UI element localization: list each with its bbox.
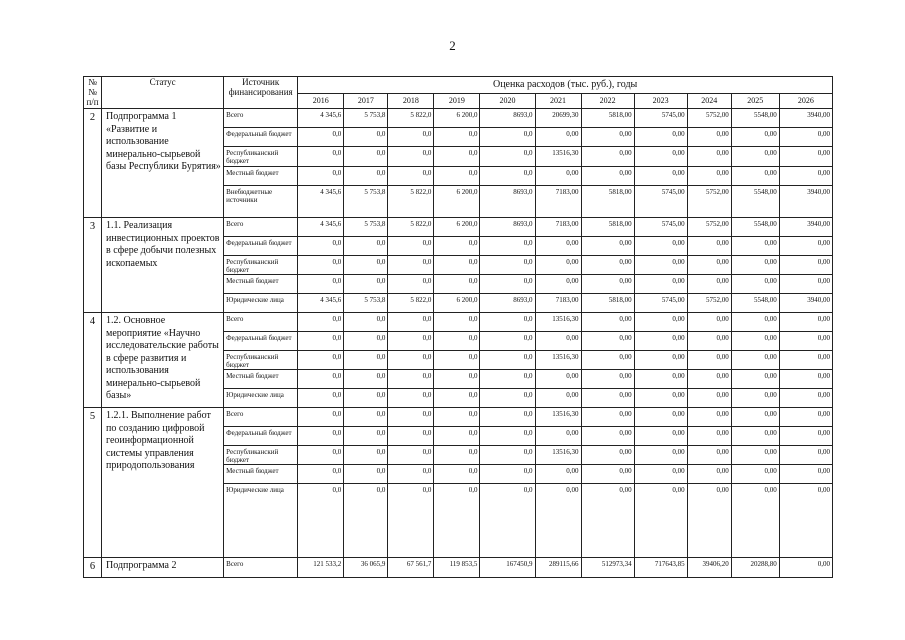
- amount-cell-2025: 0,00: [731, 465, 779, 484]
- amount-cell-2019: 6 200,0: [434, 186, 480, 218]
- amount-cell-2022: 5818,00: [581, 218, 634, 237]
- amount-cell-2018: 0,0: [388, 465, 434, 484]
- year-header-2017: 2017: [344, 94, 388, 109]
- amount-cell-2026: 0,00: [779, 408, 832, 427]
- amount-cell-2023: 0,00: [634, 465, 687, 484]
- amount-cell-2020: 0,0: [480, 465, 535, 484]
- amount-cell-2021: 20699,30: [535, 109, 581, 128]
- amount-cell-2017: 0,0: [344, 408, 388, 427]
- amount-cell-2019: 0,0: [434, 167, 480, 186]
- amount-cell-2018: 5 822,0: [388, 109, 434, 128]
- amount-cell-2025: 0,00: [731, 167, 779, 186]
- amount-cell-2023: 0,00: [634, 351, 687, 370]
- amount-cell-2021: 7183,00: [535, 186, 581, 218]
- amount-cell-2024: 5752,00: [687, 218, 731, 237]
- amount-cell-2026: 0,00: [779, 128, 832, 147]
- amount-cell-2022: 0,00: [581, 128, 634, 147]
- amount-cell-2024: 0,00: [687, 408, 731, 427]
- amount-cell-2018: 0,0: [388, 427, 434, 446]
- amount-cell-2025: 0,00: [731, 370, 779, 389]
- amount-cell-2018: 0,0: [388, 128, 434, 147]
- amount-cell-2023: 0,00: [634, 313, 687, 332]
- amount-cell-2019: 0,0: [434, 275, 480, 294]
- amount-cell-2022: 0,00: [581, 147, 634, 167]
- amount-cell-2018: 67 561,7: [388, 558, 434, 578]
- amount-cell-2021: 0,00: [535, 465, 581, 484]
- amount-cell-2017: 0,0: [344, 465, 388, 484]
- amount-cell-2022: 5818,00: [581, 294, 634, 313]
- amount-cell-2022: 0,00: [581, 237, 634, 256]
- amount-cell-2021: 0,00: [535, 237, 581, 256]
- amount-cell-2017: 0,0: [344, 237, 388, 256]
- amount-cell-2023: 5745,00: [634, 186, 687, 218]
- amount-cell-2020: 167450,9: [480, 558, 535, 578]
- amount-cell-2021: 7183,00: [535, 218, 581, 237]
- amount-cell-2016: 0,0: [298, 167, 344, 186]
- status-cell: 1.1. Реализация инвестиционных проектов в сфере добычи полезных ископаемых: [102, 218, 224, 313]
- funding-source: Федеральный бюджет: [224, 427, 298, 446]
- amount-cell-2026: 3940,00: [779, 294, 832, 313]
- amount-cell-2023: 0,00: [634, 484, 687, 558]
- amount-cell-2025: 0,00: [731, 275, 779, 294]
- amount-cell-2022: 5818,00: [581, 186, 634, 218]
- funding-source: Всего: [224, 109, 298, 128]
- amount-cell-2016: 4 345,6: [298, 186, 344, 218]
- amount-cell-2022: 0,00: [581, 351, 634, 370]
- row-number: 4: [84, 313, 102, 408]
- status-header: Статус: [102, 77, 224, 109]
- amount-cell-2019: 0,0: [434, 256, 480, 275]
- amount-cell-2023: 5745,00: [634, 218, 687, 237]
- amount-cell-2018: 0,0: [388, 484, 434, 558]
- amount-cell-2018: 5 822,0: [388, 218, 434, 237]
- amount-cell-2023: 0,00: [634, 128, 687, 147]
- num-header: № № п/п: [84, 77, 102, 109]
- amount-cell-2021: 0,00: [535, 427, 581, 446]
- amount-cell-2025: 5548,00: [731, 294, 779, 313]
- amount-cell-2018: 0,0: [388, 256, 434, 275]
- amount-cell-2024: 39406,20: [687, 558, 731, 578]
- status-cell: Подпрограмма 2: [102, 558, 224, 578]
- table-row: [84, 109, 833, 128]
- amount-cell-2021: 0,00: [535, 484, 581, 558]
- amount-cell-2022: 0,00: [581, 256, 634, 275]
- amount-cell-2025: 0,00: [731, 332, 779, 351]
- amount-cell-2023: 0,00: [634, 256, 687, 275]
- amount-cell-2016: 0,0: [298, 237, 344, 256]
- amount-cell-2021: 0,00: [535, 332, 581, 351]
- amount-cell-2024: 0,00: [687, 237, 731, 256]
- amount-cell-2018: 0,0: [388, 408, 434, 427]
- amount-cell-2016: 0,0: [298, 351, 344, 370]
- year-header-2018: 2018: [388, 94, 434, 109]
- amount-cell-2017: 0,0: [344, 484, 388, 558]
- amount-cell-2019: 0,0: [434, 408, 480, 427]
- amount-cell-2025: 5548,00: [731, 186, 779, 218]
- amount-cell-2018: 0,0: [388, 275, 434, 294]
- amount-cell-2023: 0,00: [634, 389, 687, 408]
- amount-cell-2019: 6 200,0: [434, 218, 480, 237]
- amount-cell-2019: 0,0: [434, 446, 480, 465]
- amount-cell-2026: 0,00: [779, 313, 832, 332]
- amount-cell-2017: 0,0: [344, 427, 388, 446]
- amount-cell-2026: 0,00: [779, 147, 832, 167]
- amount-cell-2026: 0,00: [779, 558, 832, 578]
- amount-cell-2025: 0,00: [731, 147, 779, 167]
- amount-cell-2017: 0,0: [344, 128, 388, 147]
- amount-cell-2016: 0,0: [298, 408, 344, 427]
- amount-cell-2020: 0,0: [480, 427, 535, 446]
- amount-cell-2022: 512973,34: [581, 558, 634, 578]
- status-cell: Подпрограмма 1 «Развитие и использование минерально-сырьевой базы Республики Бурятия»: [102, 109, 224, 218]
- amount-cell-2019: 0,0: [434, 237, 480, 256]
- amount-cell-2022: 0,00: [581, 389, 634, 408]
- amount-cell-2020: 0,0: [480, 167, 535, 186]
- table-row: [84, 558, 833, 578]
- funding-source: Республиканский бюджет: [224, 446, 298, 465]
- amount-cell-2026: 0,00: [779, 446, 832, 465]
- funding-source: Федеральный бюджет: [224, 332, 298, 351]
- year-header-2019: 2019: [434, 94, 480, 109]
- row-number: 3: [84, 218, 102, 313]
- amount-cell-2026: 0,00: [779, 275, 832, 294]
- amount-cell-2017: 0,0: [344, 332, 388, 351]
- amount-cell-2020: 8693,0: [480, 186, 535, 218]
- amount-cell-2024: 0,00: [687, 351, 731, 370]
- amount-cell-2018: 0,0: [388, 167, 434, 186]
- amount-cell-2020: 0,0: [480, 128, 535, 147]
- amount-cell-2025: 0,00: [731, 389, 779, 408]
- amount-cell-2025: 5548,00: [731, 109, 779, 128]
- amount-cell-2025: 0,00: [731, 427, 779, 446]
- amount-cell-2023: 0,00: [634, 427, 687, 446]
- funding-source: Республиканский бюджет: [224, 351, 298, 370]
- funding-source: Внебюджетные источники: [224, 186, 298, 218]
- amount-cell-2020: 0,0: [480, 256, 535, 275]
- header-row-1: [84, 77, 833, 94]
- amount-cell-2021: 13516,30: [535, 408, 581, 427]
- amount-cell-2022: 0,00: [581, 408, 634, 427]
- amount-cell-2022: 0,00: [581, 427, 634, 446]
- expense-header: Оценка расходов (тыс. руб.), годы: [298, 77, 833, 94]
- amount-cell-2018: 0,0: [388, 332, 434, 351]
- amount-cell-2024: 0,00: [687, 370, 731, 389]
- amount-cell-2020: 0,0: [480, 446, 535, 465]
- amount-cell-2025: 20288,80: [731, 558, 779, 578]
- amount-cell-2016: 0,0: [298, 484, 344, 558]
- amount-cell-2018: 0,0: [388, 147, 434, 167]
- amount-cell-2018: 0,0: [388, 237, 434, 256]
- amount-cell-2019: 0,0: [434, 484, 480, 558]
- amount-cell-2016: 0,0: [298, 275, 344, 294]
- funding-source: Всего: [224, 408, 298, 427]
- amount-cell-2016: 4 345,6: [298, 218, 344, 237]
- amount-cell-2017: 5 753,8: [344, 218, 388, 237]
- amount-cell-2025: 0,00: [731, 128, 779, 147]
- amount-cell-2026: 0,00: [779, 256, 832, 275]
- amount-cell-2026: 0,00: [779, 465, 832, 484]
- amount-cell-2021: 13516,30: [535, 147, 581, 167]
- amount-cell-2021: 0,00: [535, 275, 581, 294]
- amount-cell-2022: 0,00: [581, 484, 634, 558]
- funding-source: Юридические лица: [224, 389, 298, 408]
- amount-cell-2017: 0,0: [344, 167, 388, 186]
- amount-cell-2022: 0,00: [581, 167, 634, 186]
- amount-cell-2016: 0,0: [298, 313, 344, 332]
- amount-cell-2026: 3940,00: [779, 218, 832, 237]
- table-row: [84, 313, 833, 332]
- budget-table: [83, 76, 833, 578]
- amount-cell-2020: 8693,0: [480, 218, 535, 237]
- amount-cell-2023: 0,00: [634, 408, 687, 427]
- amount-cell-2019: 0,0: [434, 313, 480, 332]
- amount-cell-2023: 0,00: [634, 446, 687, 465]
- amount-cell-2017: 0,0: [344, 370, 388, 389]
- year-header-2022: 2022: [581, 94, 634, 109]
- amount-cell-2018: 5 822,0: [388, 186, 434, 218]
- amount-cell-2025: 0,00: [731, 408, 779, 427]
- amount-cell-2018: 0,0: [388, 313, 434, 332]
- amount-cell-2016: 0,0: [298, 465, 344, 484]
- amount-cell-2026: 0,00: [779, 237, 832, 256]
- amount-cell-2019: 0,0: [434, 332, 480, 351]
- amount-cell-2026: 0,00: [779, 332, 832, 351]
- amount-cell-2019: 0,0: [434, 427, 480, 446]
- amount-cell-2016: 121 533,2: [298, 558, 344, 578]
- amount-cell-2019: 6 200,0: [434, 109, 480, 128]
- amount-cell-2023: 717643,85: [634, 558, 687, 578]
- table-row: [84, 218, 833, 237]
- amount-cell-2017: 0,0: [344, 389, 388, 408]
- amount-cell-2020: 8693,0: [480, 109, 535, 128]
- amount-cell-2021: 0,00: [535, 167, 581, 186]
- amount-cell-2023: 0,00: [634, 147, 687, 167]
- amount-cell-2024: 0,00: [687, 128, 731, 147]
- amount-cell-2016: 0,0: [298, 389, 344, 408]
- amount-cell-2017: 0,0: [344, 256, 388, 275]
- amount-cell-2017: 0,0: [344, 351, 388, 370]
- amount-cell-2020: 0,0: [480, 351, 535, 370]
- funding-source: Всего: [224, 313, 298, 332]
- amount-cell-2026: 3940,00: [779, 109, 832, 128]
- amount-cell-2016: 0,0: [298, 128, 344, 147]
- amount-cell-2016: 0,0: [298, 427, 344, 446]
- funding-source: Местный бюджет: [224, 275, 298, 294]
- amount-cell-2019: 0,0: [434, 465, 480, 484]
- year-header-2025: 2025: [731, 94, 779, 109]
- amount-cell-2017: 0,0: [344, 275, 388, 294]
- amount-cell-2023: 0,00: [634, 370, 687, 389]
- amount-cell-2023: 0,00: [634, 167, 687, 186]
- amount-cell-2025: 0,00: [731, 351, 779, 370]
- amount-cell-2018: 0,0: [388, 370, 434, 389]
- amount-cell-2019: 0,0: [434, 128, 480, 147]
- amount-cell-2024: 0,00: [687, 465, 731, 484]
- row-number: 2: [84, 109, 102, 218]
- amount-cell-2018: 0,0: [388, 446, 434, 465]
- amount-cell-2026: 0,00: [779, 389, 832, 408]
- amount-cell-2026: 0,00: [779, 351, 832, 370]
- amount-cell-2026: 3940,00: [779, 186, 832, 218]
- amount-cell-2018: 0,0: [388, 389, 434, 408]
- amount-cell-2022: 5818,00: [581, 109, 634, 128]
- amount-cell-2026: 0,00: [779, 427, 832, 446]
- amount-cell-2020: 0,0: [480, 389, 535, 408]
- amount-cell-2019: 0,0: [434, 147, 480, 167]
- year-header-2024: 2024: [687, 94, 731, 109]
- row-number: 6: [84, 558, 102, 578]
- amount-cell-2024: 0,00: [687, 389, 731, 408]
- amount-cell-2025: 0,00: [731, 446, 779, 465]
- amount-cell-2020: 0,0: [480, 370, 535, 389]
- amount-cell-2023: 0,00: [634, 332, 687, 351]
- amount-cell-2020: 0,0: [480, 484, 535, 558]
- amount-cell-2024: 0,00: [687, 275, 731, 294]
- amount-cell-2021: 0,00: [535, 370, 581, 389]
- amount-cell-2023: 5745,00: [634, 294, 687, 313]
- amount-cell-2026: 0,00: [779, 370, 832, 389]
- year-header-2023: 2023: [634, 94, 687, 109]
- funding-source: Федеральный бюджет: [224, 128, 298, 147]
- amount-cell-2020: 0,0: [480, 275, 535, 294]
- amount-cell-2022: 0,00: [581, 332, 634, 351]
- amount-cell-2024: 0,00: [687, 446, 731, 465]
- amount-cell-2017: 36 065,9: [344, 558, 388, 578]
- amount-cell-2018: 5 822,0: [388, 294, 434, 313]
- status-cell: 1.2.1. Выполнение работ по созданию цифровой геоинформационной системы управления природопользования: [102, 408, 224, 558]
- funding-source: Местный бюджет: [224, 370, 298, 389]
- amount-cell-2021: 13516,30: [535, 351, 581, 370]
- amount-cell-2019: 0,0: [434, 351, 480, 370]
- status-cell: 1.2. Основное мероприятие «Научно исследовательские работы в сфере развития и использования минерально-сырьевой базы»: [102, 313, 224, 408]
- source-header: Источник финансирования: [224, 77, 298, 109]
- amount-cell-2021: 7183,00: [535, 294, 581, 313]
- amount-cell-2021: 289115,66: [535, 558, 581, 578]
- page-number: 2: [449, 38, 456, 53]
- amount-cell-2024: 0,00: [687, 484, 731, 558]
- funding-source: Всего: [224, 558, 298, 578]
- amount-cell-2019: 119 853,5: [434, 558, 480, 578]
- amount-cell-2016: 4 345,6: [298, 294, 344, 313]
- amount-cell-2020: 0,0: [480, 237, 535, 256]
- amount-cell-2019: 0,0: [434, 370, 480, 389]
- amount-cell-2024: 0,00: [687, 332, 731, 351]
- amount-cell-2024: 0,00: [687, 256, 731, 275]
- amount-cell-2016: 0,0: [298, 147, 344, 167]
- amount-cell-2016: 0,0: [298, 370, 344, 389]
- amount-cell-2025: 0,00: [731, 237, 779, 256]
- table-row: [84, 408, 833, 427]
- amount-cell-2023: 0,00: [634, 275, 687, 294]
- amount-cell-2016: 0,0: [298, 256, 344, 275]
- year-header-2026: 2026: [779, 94, 832, 109]
- amount-cell-2020: 0,0: [480, 408, 535, 427]
- amount-cell-2023: 0,00: [634, 237, 687, 256]
- amount-cell-2019: 6 200,0: [434, 294, 480, 313]
- amount-cell-2021: 0,00: [535, 256, 581, 275]
- amount-cell-2021: 0,00: [535, 128, 581, 147]
- amount-cell-2017: 5 753,8: [344, 294, 388, 313]
- amount-cell-2020: 8693,0: [480, 294, 535, 313]
- amount-cell-2020: 0,0: [480, 313, 535, 332]
- amount-cell-2020: 0,0: [480, 147, 535, 167]
- amount-cell-2022: 0,00: [581, 370, 634, 389]
- amount-cell-2017: 5 753,8: [344, 186, 388, 218]
- budget-table-body: [84, 109, 833, 578]
- amount-cell-2025: 0,00: [731, 484, 779, 558]
- amount-cell-2022: 0,00: [581, 275, 634, 294]
- amount-cell-2016: 0,0: [298, 446, 344, 465]
- amount-cell-2016: 4 345,6: [298, 109, 344, 128]
- year-header-2021: 2021: [535, 94, 581, 109]
- amount-cell-2024: 5752,00: [687, 109, 731, 128]
- amount-cell-2022: 0,00: [581, 446, 634, 465]
- amount-cell-2026: 0,00: [779, 167, 832, 186]
- amount-cell-2023: 5745,00: [634, 109, 687, 128]
- amount-cell-2016: 0,0: [298, 332, 344, 351]
- amount-cell-2022: 0,00: [581, 313, 634, 332]
- amount-cell-2020: 0,0: [480, 332, 535, 351]
- funding-source: Местный бюджет: [224, 465, 298, 484]
- amount-cell-2018: 0,0: [388, 351, 434, 370]
- funding-source: Всего: [224, 218, 298, 237]
- amount-cell-2025: 0,00: [731, 313, 779, 332]
- amount-cell-2024: 0,00: [687, 313, 731, 332]
- amount-cell-2024: 0,00: [687, 427, 731, 446]
- amount-cell-2024: 0,00: [687, 147, 731, 167]
- amount-cell-2017: 5 753,8: [344, 109, 388, 128]
- amount-cell-2021: 0,00: [535, 389, 581, 408]
- year-header-2016: 2016: [298, 94, 344, 109]
- funding-source: Местный бюджет: [224, 167, 298, 186]
- amount-cell-2024: 5752,00: [687, 294, 731, 313]
- amount-cell-2017: 0,0: [344, 313, 388, 332]
- amount-cell-2024: 0,00: [687, 167, 731, 186]
- amount-cell-2021: 13516,30: [535, 446, 581, 465]
- amount-cell-2021: 13516,30: [535, 313, 581, 332]
- amount-cell-2024: 5752,00: [687, 186, 731, 218]
- amount-cell-2025: 0,00: [731, 256, 779, 275]
- funding-source: Республиканский бюджет: [224, 147, 298, 167]
- year-header-2020: 2020: [480, 94, 535, 109]
- funding-source: Юридические лица: [224, 484, 298, 558]
- funding-source: Федеральный бюджет: [224, 237, 298, 256]
- amount-cell-2017: 0,0: [344, 446, 388, 465]
- amount-cell-2026: 0,00: [779, 484, 832, 558]
- row-number: 5: [84, 408, 102, 558]
- amount-cell-2019: 0,0: [434, 389, 480, 408]
- amount-cell-2025: 5548,00: [731, 218, 779, 237]
- amount-cell-2017: 0,0: [344, 147, 388, 167]
- amount-cell-2022: 0,00: [581, 465, 634, 484]
- funding-source: Республиканский бюджет: [224, 256, 298, 275]
- funding-source: Юридические лица: [224, 294, 298, 313]
